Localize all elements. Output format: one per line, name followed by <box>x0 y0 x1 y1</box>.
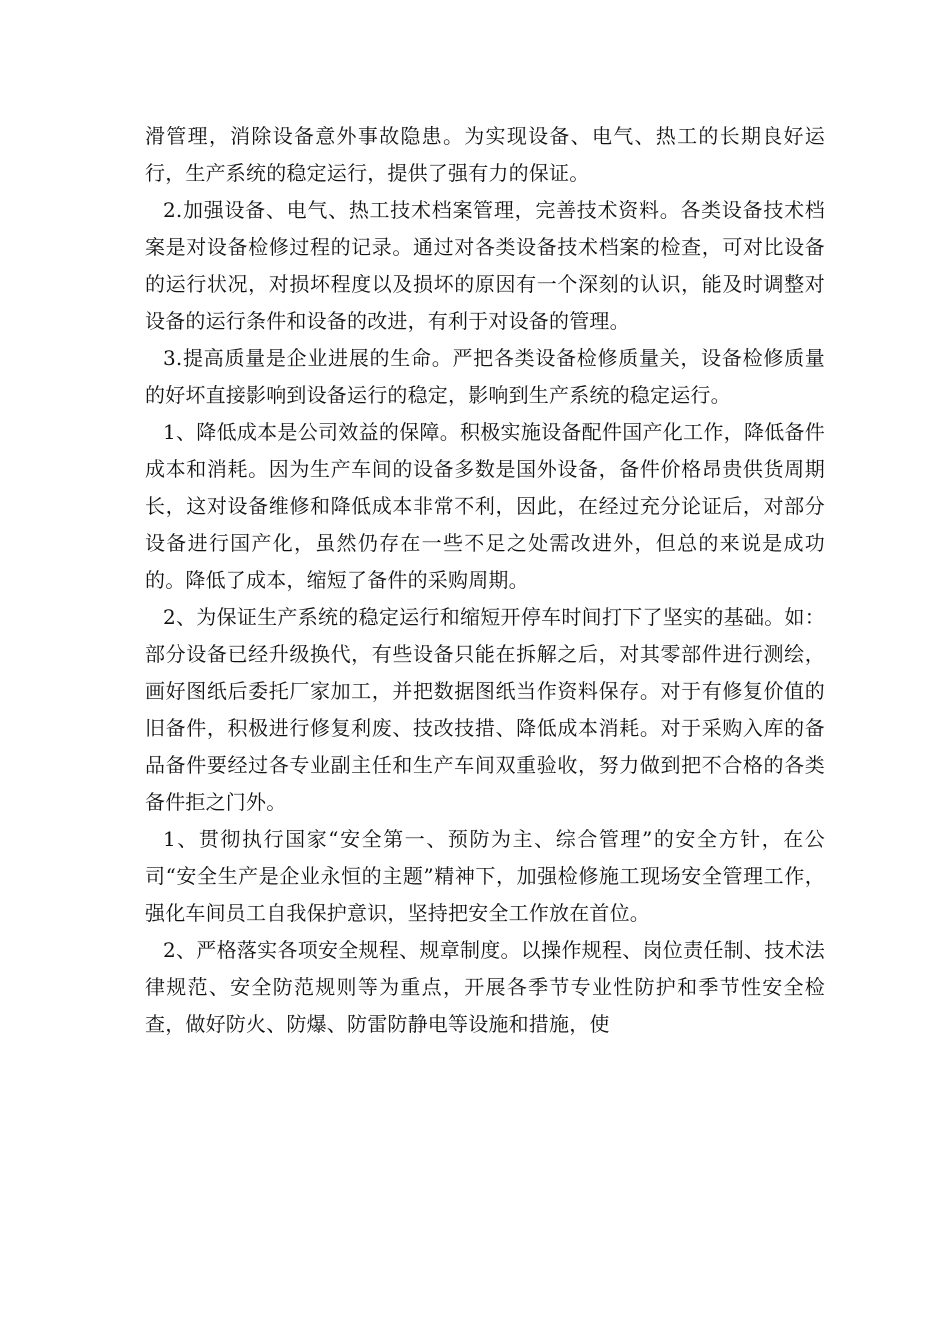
paragraph-cost-reduction: 1、降低成本是公司效益的保障。积极实施设备配件国产化工作，降低备件成本和消耗。因为生产车间的设备多数是国外设备，备件价格昂贵供货周期长，这对设备维修和降低成本非常不利，因此，在经过充分论证后，对部分设备进行国产化，虽然仍存在一些不足之处需改进外，但总的来说是成功的。降低了成本，缩短了备件的采购周期。 <box>145 420 825 592</box>
paragraph-archive-management: 2.加强设备、电气、热工技术档案管理，完善技术资料。各类设备技术档案是对设备检修过程的记录。通过对各类设备技术档案的检查，可对比设备的运行状况，对损坏程度以及损坏的原因有一个深刻的认识，能及时调整对设备的运行条件和设备的改进，有利于对设备的管理。 <box>145 198 825 333</box>
paragraph-stable-operation: 2、为保证生产系统的稳定运行和缩短开停车时间打下了坚实的基础。如：部分设备已经升级换代，有些设备只能在拆解之后，对其零部件进行测绘，画好图纸后委托厂家加工，并把数据图纸当作资料保存。对于有修复价值的旧备件，积极进行修复利废、技改技措、降低成本消耗。对于采购入库的备品备件要经过各专业副主任和生产车间双重验收，努力做到把不合格的各类备件拒之门外。 <box>145 605 825 814</box>
paragraph-safety-policy: 1、贯彻执行国家“安全第一、预防为主、综合管理”的安全方针，在公司“安全生产是企业永恒的主题”精神下，加强检修施工现场安全管理工作，强化车间员工自我保护意识，坚持把安全工作放在首位。 <box>145 827 825 925</box>
paragraph-safety-rules: 2、严格落实各项安全规程、规章制度。以操作规程、岗位责任制、技术法律规范、安全防范规则等为重点，开展各季节专业性防护和季节性安全检查，做好防火、防爆、防雷防静电等设施和措施，使 <box>145 938 825 1036</box>
document-page <box>145 118 825 1043</box>
paragraph-continuation: 滑管理，消除设备意外事故隐患。为实现设备、电气、热工的长期良好运行，生产系统的稳定运行，提供了强有力的保证。 <box>145 124 825 185</box>
paragraph-quality: 3.提高质量是企业进展的生命。严把各类设备检修质量关，设备检修质量的好坏直接影响到设备运行的稳定，影响到生产系统的稳定运行。 <box>145 346 825 407</box>
